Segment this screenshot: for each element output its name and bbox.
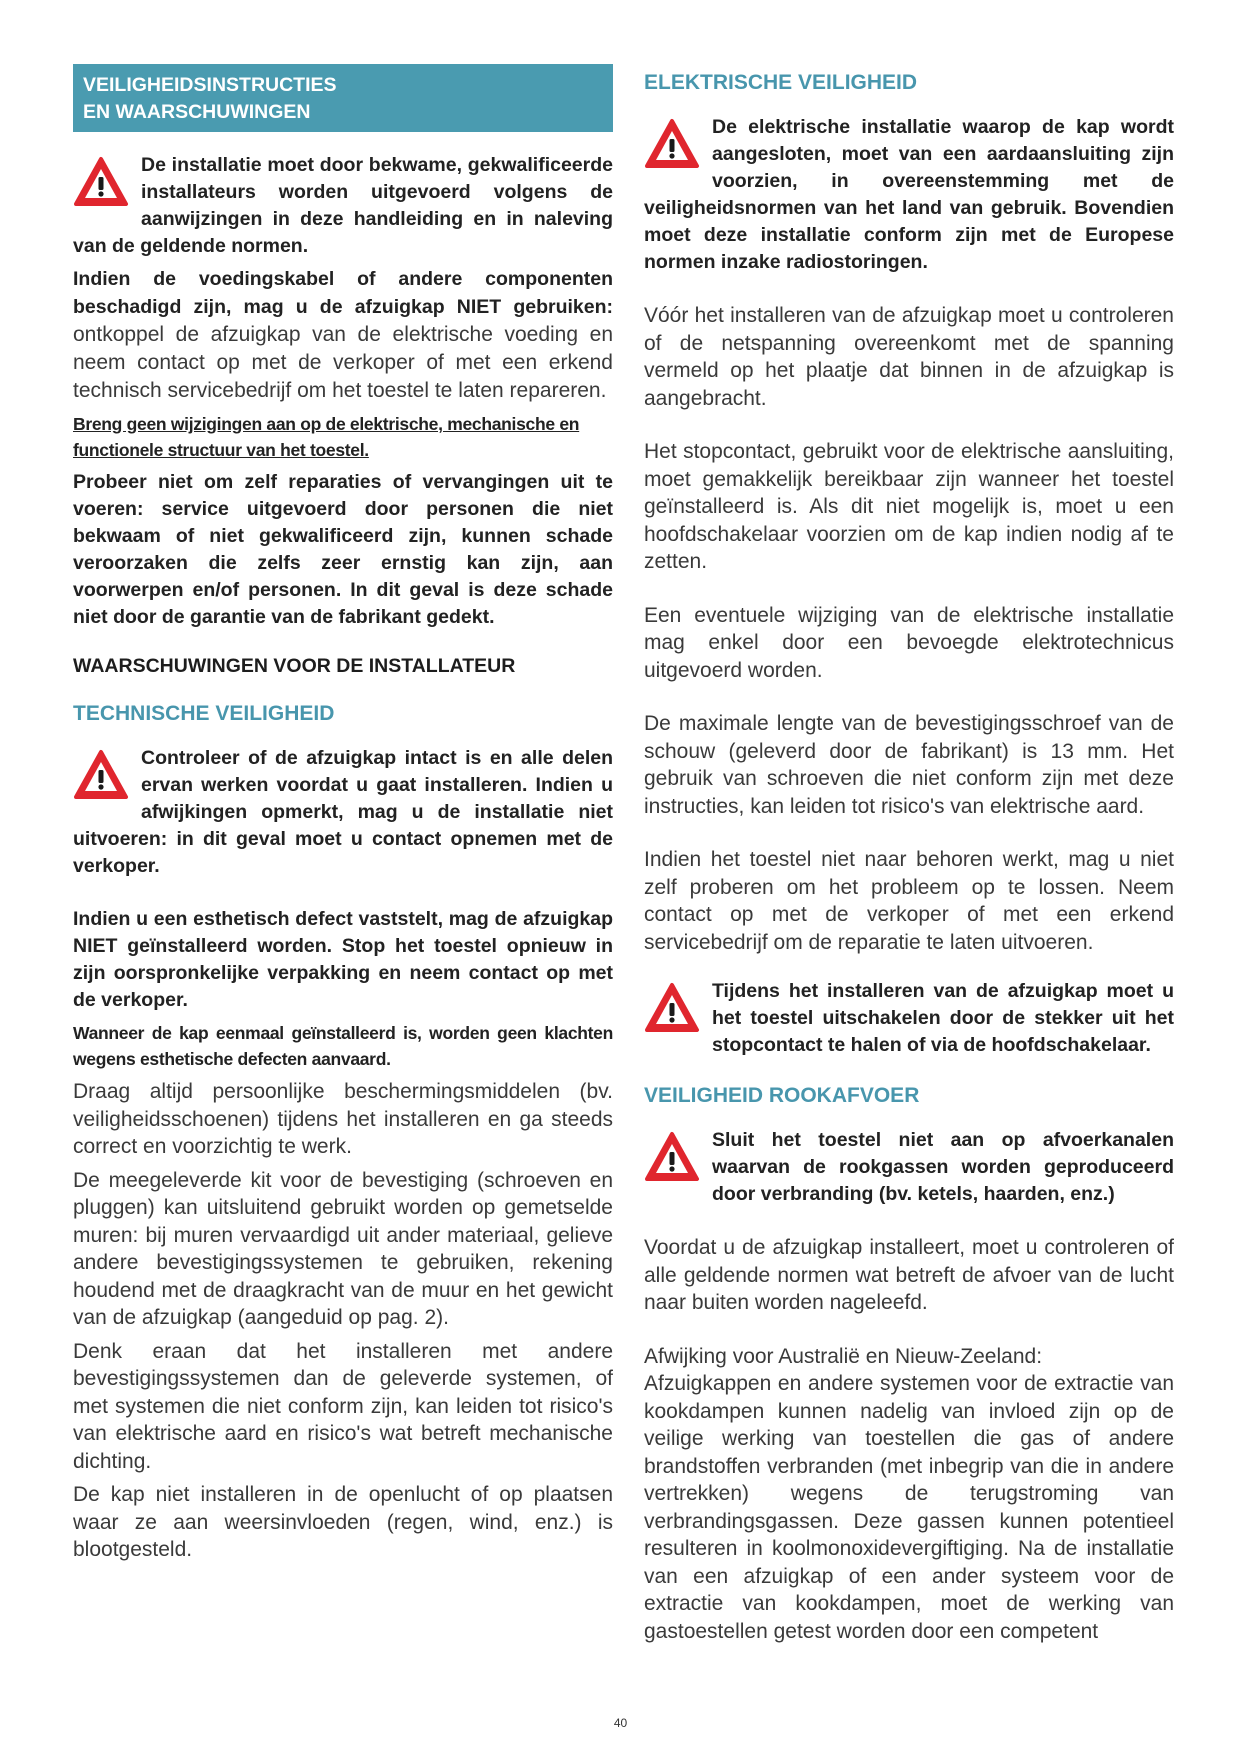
paragraph-other-fixings: Denk eraan dat het installeren met andere bevestigingssystemen dan de geleverde systemen, of met systemen die niet conform zijn, kan leiden tot risico's van elektrische aard en risico's wat betreft mechanische dichting.: [73, 1339, 613, 1473]
warning-block-flue: [644, 1127, 1174, 1208]
paragraph-malfunction: Indien het toestel niet naar behoren werkt, mag u niet zelf proberen om het probleem op te lossen. Neem contact op met de verkoper of met een erkend servicebedrijf om de reparatie te laten uitvoeren.: [644, 848, 1174, 954]
paragraph-outdoor: De kap niet installeren in de openlucht of op plaatsen waar ze aan weersinvloeden (regen, wind, enz.) is blootgesteld.: [73, 1483, 613, 1561]
warning-text: Tijdens het installeren van de afzuigkap moet u het toestel uitschakelen door de stekker uit het stopcontact te halen of via de hoofdschakelaar.: [712, 980, 1174, 1056]
technical-safety-heading: TECHNISCHE VEILIGHEID: [73, 702, 335, 725]
warning-triangle-icon: [73, 156, 129, 208]
warning-block-installers: [73, 152, 613, 260]
left-column: [73, 64, 613, 1564]
damaged-bold: Indien de voedingskabel of andere componenten beschadigd zijn, mag u de afzuigkap NIET gebruiken:: [73, 268, 613, 318]
paragraph-damaged-components: [73, 266, 613, 405]
paragraph-no-repairs: Probeer niet om zelf reparaties of vervangingen uit te voeren: service uitgevoerd door personen die niet bekwaam of niet gekwalificeerd zijn, kunnen schade veroorzaken die zelfs zeer ernstig kan zijn, aan voorwerpen en/of personen. In dit geval is deze schade niet door de garantie van de fabrikant gedekt.: [73, 471, 613, 628]
warning-triangle-icon: [644, 118, 700, 170]
paragraph-no-claims: Wanneer de kap eenmaal geïnstalleerd is, worden geen klachten wegens esthetische defecten aanvaard.: [73, 1023, 613, 1069]
warning-text: De installatie moet door bekwame, gekwalificeerde installateurs worden uitgevoerd volgens de aanwijzingen in deze handleiding en in naleving van de geldende normen.: [73, 154, 613, 257]
warning-triangle-icon: [644, 1131, 700, 1183]
warning-text: De elektrische installatie waarop de kap wordt aangesloten, moet van een aardaansluiting zijn voorzien, in overeenstemming met de veiligheidsnormen van het land van gebruik. Bovendien moet deze installatie conform zijn met de Europese normen inzake radiostoringen.: [644, 116, 1174, 273]
damaged-rest: ontkoppel de afzuigkap van de elektrische voeding en neem contact op met de verkoper of met een erkend technisch servicebedrijf om het toestel te laten repareren.: [73, 323, 613, 402]
warning-block-grounding: [644, 114, 1174, 276]
paragraph-esthetic-defect: Indien u een esthetisch defect vaststelt, mag de afzuigkap NIET geïnstalleerd worden. Stop het toestel opnieuw in zijn oorspronkelijke verpakking en neem contact op met de verkoper.: [73, 908, 613, 1011]
electrical-safety-heading: ELEKTRISCHE VEILIGHEID: [644, 71, 918, 94]
warning-block-unplug: [644, 978, 1174, 1059]
paragraph-modification: Een eventuele wijziging van de elektrische installatie mag enkel door een bevoegde elektrotechnicus uitgevoerd worden.: [644, 603, 1174, 682]
paragraph-screw-length: De maximale lengte van de bevestigingsschroef van de schouw (geleverd door de fabrikant) is 13 mm. Het gebruik van schroeven die niet conform zijn met deze instructies, kan leiden tot risico's van elektrische aard.: [644, 712, 1174, 818]
banner-line-1: VEILIGHEIDSINSTRUCTIES: [83, 74, 337, 96]
right-column: [644, 64, 1174, 1645]
paragraph-voltage: Vóór het installeren van de afzuigkap moet u controleren of de netspanning overeenkomt met de spanning vermeld op het plaatje dat binnen in de afzuigkap is aangebracht.: [644, 304, 1174, 410]
page-number: 40: [613, 1716, 628, 1730]
warning-block-intact: [73, 745, 613, 880]
warning-triangle-icon: [644, 982, 700, 1034]
warning-text: Sluit het toestel niet aan op afvoerkanalen waarvan de rookgassen worden geproduceerd door verbranding (bv. ketels, haarden, enz.): [712, 1129, 1174, 1205]
paragraph-australia-body: Afzuigkappen en andere systemen voor de extractie van kookdampen kunnen nadelig van invloed zijn op de veilige werking van toestellen die gas of andere brandstoffen verbranden (met inbegrip van die in andere vertrekken) wegens de terugstroming van verbrandingsgassen. Deze gassen kunnen potentieel resulteren in koolmonoxidevergiftiging. Na de installatie van een afzuigkap of een ander systeem voor de extractie van kookdampen, moet de werking van gastoestellen getest worden door een competent: [644, 1372, 1174, 1643]
smoke-safety-heading: VEILIGHEID ROOKAFVOER: [644, 1084, 920, 1107]
installer-warnings-heading: WAARSCHUWINGEN VOOR DE INSTALLATEUR: [73, 655, 516, 677]
paragraph-no-modifications: Breng geen wijzigingen aan op de elektrische, mechanische en functionele structuur van het toestel.: [73, 414, 580, 460]
paragraph-norms: Voordat u de afzuigkap installeert, moet u controleren of alle geldende normen wat betreft de afvoer van de lucht naar buiten worden nageleefd.: [644, 1236, 1174, 1314]
paragraph-fixing-kit: De meegeleverde kit voor de bevestiging (schroeven en pluggen) kan uitsluitend gebruikt worden op gemetselde muren: bij muren vervaardigd uit ander materiaal, gelieve andere bevestigingssystemen te gebruiken, rekening houdend met de draagkracht van de muur en het gewicht van de afzuigkap (aangeduid op pag. 2).: [73, 1168, 613, 1329]
warning-text: Controleer of de afzuigkap intact is en alle delen ervan werken voordat u gaat installeren. Indien u afwijkingen opmerkt, mag u de installatie niet uitvoeren: in dit geval moet u contact opnemen met de verkoper.: [73, 747, 613, 877]
paragraph-socket: Het stopcontact, gebruikt voor de elektrische aansluiting, moet gemakkelijk bereikbaar zijn wanneer het toestel geïnstalleerd is. Als dit niet mogelijk is, moet u een hoofdschakelaar voorzien om de kap indien nodig af te zetten.: [644, 440, 1174, 573]
section-banner: [73, 64, 613, 132]
warning-triangle-icon: [73, 749, 129, 801]
banner-line-2: EN WAARSCHUWINGEN: [83, 101, 311, 123]
paragraph-protective-equipment: Draag altijd persoonlijke beschermingsmiddelen (bv. veiligheidsschoenen) tijdens het installeren en ga steeds correct en voorzichtig te werk.: [73, 1080, 613, 1158]
paragraph-australia-title: Afwijking voor Australië en Nieuw-Zeeland:: [644, 1344, 1043, 1368]
